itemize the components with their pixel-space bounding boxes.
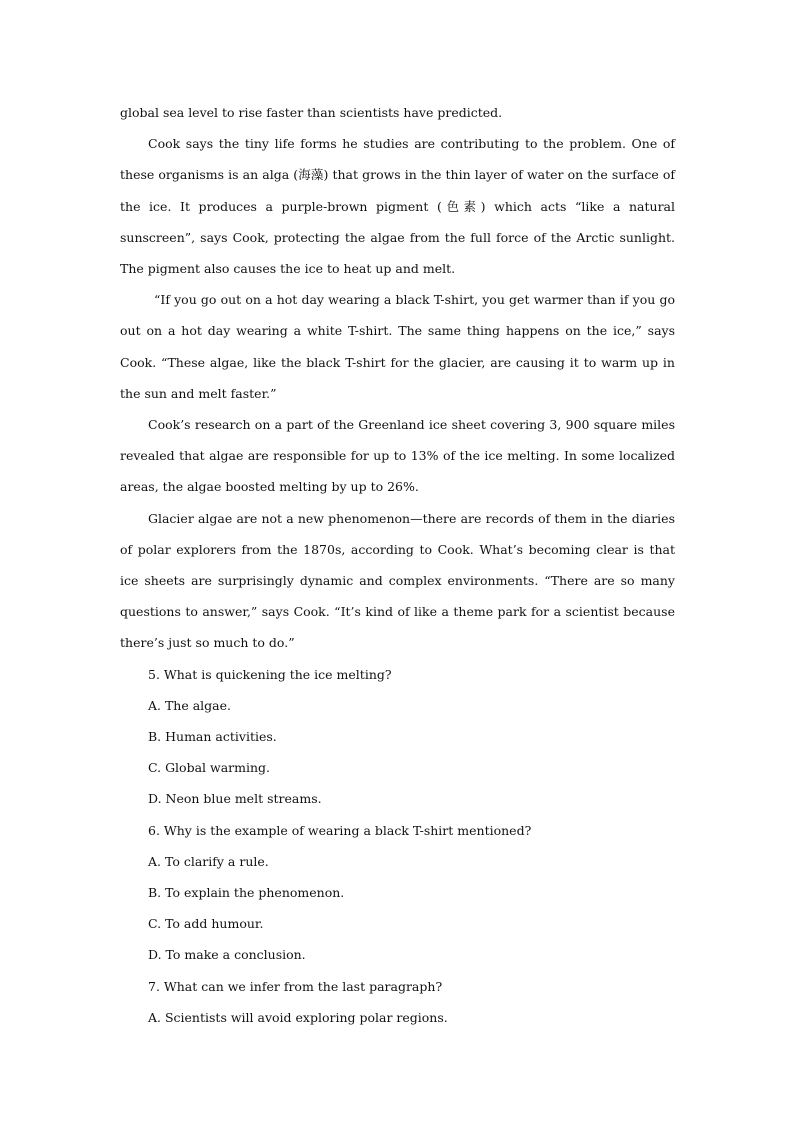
answer-option: C. Global warming. [148,760,271,776]
passage-paragraph-4: Glacier algae are not a new phenomenon—there are records of them in the diaries of polar explorers from the 1870s, according to Cook. What’s becoming clear is that ice sheets are surprisingly dynamic and complex environments. “There are so many questions to answer,” says Cook. “It’s kind of like a theme park for a scientist because there’s just so much to do.” [120,510,675,651]
question-stem: 5. What is quickening the ice melting? [148,666,392,682]
passage-paragraph-3: Cook’s research on a part of the Greenland ice sheet covering 3, 900 square miles revealed that algae are responsible for up to 13% of the ice melting. In some localized areas, the algae boosted melting by up to 26%. [120,417,675,495]
question-5 [120,659,675,815]
answer-option: B. To explain the phenomenon. [148,885,345,901]
answer-option: A. Scientists will avoid exploring polar regions. [148,1009,448,1025]
answer-option: A. To clarify a rule. [148,853,269,869]
answer-option: B. Human activities. [148,729,277,745]
question-7 [120,971,675,1033]
passage-paragraph-1: Cook says the tiny life forms he studies are contributing to the problem. One of these organisms is an alga (海藻) that grows in the thin layer of water on the surface of the ice. It produces a purple-brown pigment (色素) which acts “like a natural sunscreen”, says Cook, protecting the algae from the full force of the Arctic sunlight. The pigment also causes the ice to heat up and melt. [120,136,675,277]
document-page [120,97,675,1033]
question-stem: 7. What can we infer from the last paragraph? [148,978,443,994]
question-stem: 6. Why is the example of wearing a black T-shirt mentioned? [148,822,532,838]
answer-option: C. To add humour. [148,916,264,932]
answer-option: D. Neon blue melt streams. [148,791,322,807]
answer-option: A. The algae. [148,697,232,713]
passage-paragraph-2: “If you go out on a hot day wearing a black T-shirt, you get warmer than if you go out on a hot day wearing a white T-shirt. The same thing happens on the ice,” says Cook. “These algae, like the black T-shirt for the glacier, are causing it to warm up in the sun and melt faster.” [120,292,675,401]
question-6 [120,815,675,971]
answer-option: D. To make a conclusion. [148,947,306,963]
passage-paragraph-continued: global sea level to rise faster than scientists have predicted. [120,105,503,120]
